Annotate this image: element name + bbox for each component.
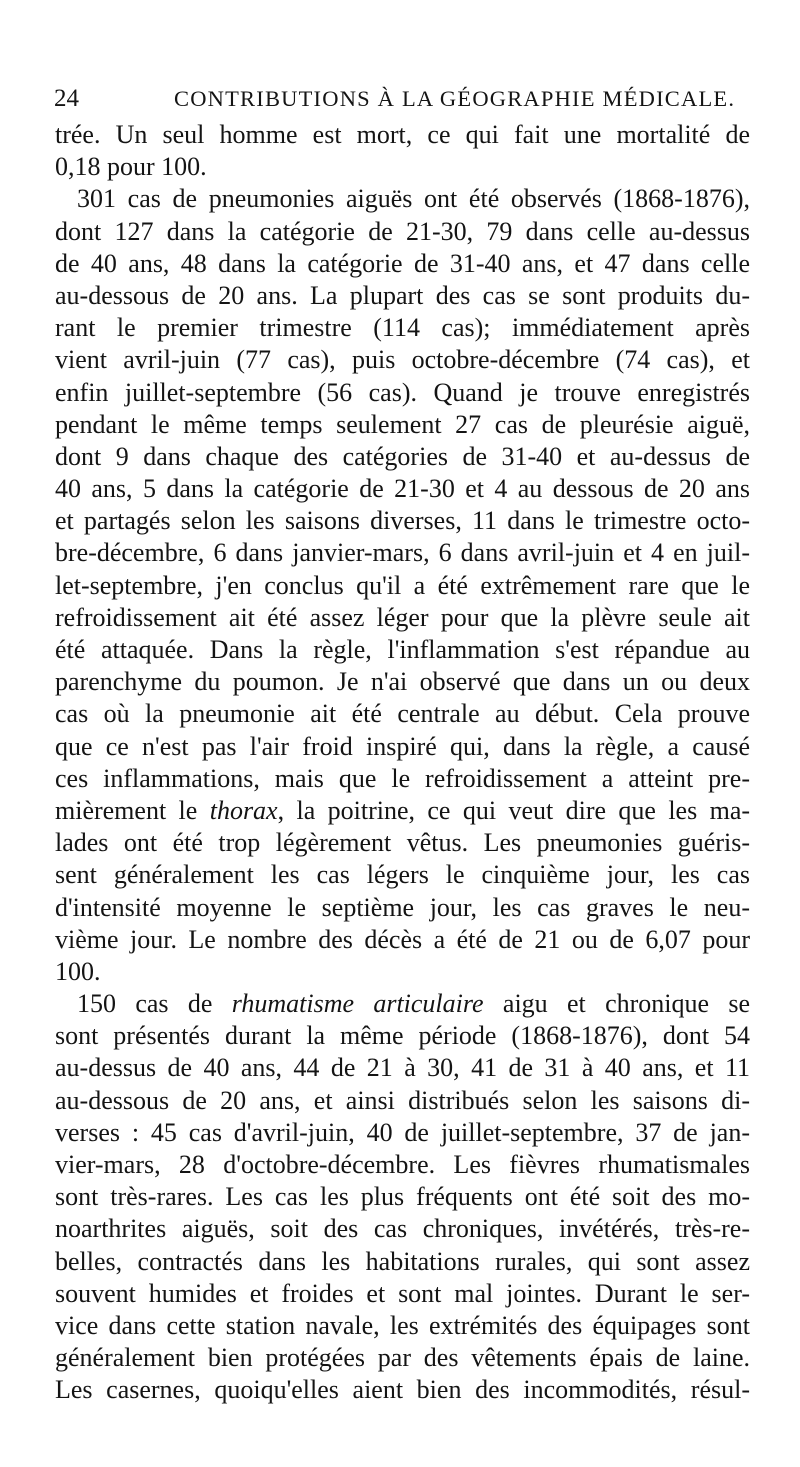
text-line: souvent humides et froides et sont mal jointes. Durant le ser- xyxy=(55,1278,750,1308)
text-line: que ce n'est pas l'air froid inspiré qui, dans la règle, a causé xyxy=(55,731,750,761)
page-header xyxy=(52,84,752,114)
text-line: belles, contractés dans les habitations rurales, qui sont assez xyxy=(55,1246,750,1276)
text-line: 0,18 pour 100. xyxy=(55,152,207,182)
text-line: refroidissement ait été assez léger pour que la plèvre seule ait xyxy=(55,602,750,632)
italic-term-rhumatisme: rhumatisme articulaire xyxy=(231,989,484,1019)
text-line: trée. Un seul homme est mort, ce qui fait une mortalité de xyxy=(55,120,750,149)
text-line: sont très-rares. Les cas les plus fréquents ont été soit des mo- xyxy=(55,1182,750,1212)
text-segment: aigu et chronique se xyxy=(502,989,751,1019)
text-line: vier-mars, 28 d'octobre-décembre. Les fièvres rhumatismales xyxy=(55,1150,750,1179)
text-line: ces inflammations, mais que le refroidissement a atteint pre- xyxy=(55,763,750,793)
running-title: CONTRIBUTIONS À LA GÉOGRAPHIE MÉDICALE. xyxy=(174,86,736,111)
text-line: vice dans cette station navale, les extrémités des équipages sont xyxy=(55,1310,750,1340)
text-line: Les casernes, quoiqu'elles aient bien des incommodités, résul- xyxy=(55,1375,750,1405)
text-line: généralement bien protégées par des vêtements épais de laine. xyxy=(55,1343,750,1373)
text-line: sent généralement les cas légers le cinquième jour, les cas xyxy=(55,860,750,890)
text-line: de 40 ans, 48 dans la catégorie de 31-40 ans, et 47 dans celle xyxy=(55,248,750,278)
text-segment: , la poitrine, ce qui veut dire que les ma- xyxy=(277,795,751,825)
text-line: dont 127 dans la catégorie de 21-30, 79 dans celle au-dessus xyxy=(55,216,750,246)
text-line: lades ont été trop légèrement vêtus. Les pneumonies guéris- xyxy=(55,828,750,858)
text-line: parenchyme du poumon. Je n'ai observé que dans un ou deux xyxy=(55,667,750,697)
text-line: au-dessous de 20 ans. La plupart des cas se sont produits du- xyxy=(55,280,750,310)
text-segment: 150 cas de xyxy=(77,989,213,1019)
text-line: au-dessus de 40 ans, 44 de 21 à 30, 41 de 31 à 40 ans, et 11 xyxy=(55,1053,750,1083)
text-line: et partagés selon les saisons diverses, 11 dans le trimestre octo- xyxy=(55,506,750,536)
text-line-with-italic xyxy=(55,988,750,1020)
text-line: let-septembre, j'en conclus qu'il a été extrêmement rare que le xyxy=(55,570,750,600)
text-line: d'intensité moyenne le septième jour, les cas graves le neu- xyxy=(55,892,750,922)
text-line: bre-décembre, 6 dans janvier-mars, 6 dans avril-juin et 4 en juil- xyxy=(55,538,750,568)
text-line: rant le premier trimestre (114 cas); immédiatement après xyxy=(55,313,750,343)
text-segment: mièrement le xyxy=(55,795,198,825)
text-line: été attaquée. Dans la règle, l'inflammation s'est répandue au xyxy=(55,635,750,664)
text-line: dont 9 dans chaque des catégories de 31-40 et au-dessus de xyxy=(55,441,750,471)
italic-term-thorax: thorax xyxy=(209,795,278,825)
page-number: 24 xyxy=(54,85,79,112)
text-line: 100. xyxy=(55,956,101,986)
text-line: 40 ans, 5 dans la catégorie de 21-30 et 4 au dessous de 20 ans xyxy=(55,474,750,504)
text-line: enfin juillet-septembre (56 cas). Quand je trouve enregistrés xyxy=(55,377,750,407)
text-line: vient avril-juin (77 cas), puis octobre-décembre (74 cas), et xyxy=(55,345,750,375)
body-text xyxy=(55,119,750,1407)
text-line: sont présentés durant la même période (1868-1876), dont 54 xyxy=(55,1021,750,1051)
text-line: au-dessous de 20 ans, et ainsi distribués selon les saisons di- xyxy=(55,1085,750,1115)
text-line: vième jour. Le nombre des décès a été de 21 ou de 6,07 pour xyxy=(55,924,750,954)
text-line-with-italic xyxy=(55,795,750,827)
text-line: pendant le même temps seulement 27 cas de pleurésie aiguë, xyxy=(55,409,750,439)
text-line: noarthrites aiguës, soit des cas chroniques, invétérés, très-re- xyxy=(55,1214,750,1244)
text-line: 301 cas de pneumonies aiguës ont été observés (1868-1876), xyxy=(77,184,750,214)
text-line: verses : 45 cas d'avril-juin, 40 de juillet-septembre, 37 de jan- xyxy=(55,1117,750,1147)
text-line: cas où la pneumonie ait été centrale au début. Cela prouve xyxy=(55,699,750,729)
